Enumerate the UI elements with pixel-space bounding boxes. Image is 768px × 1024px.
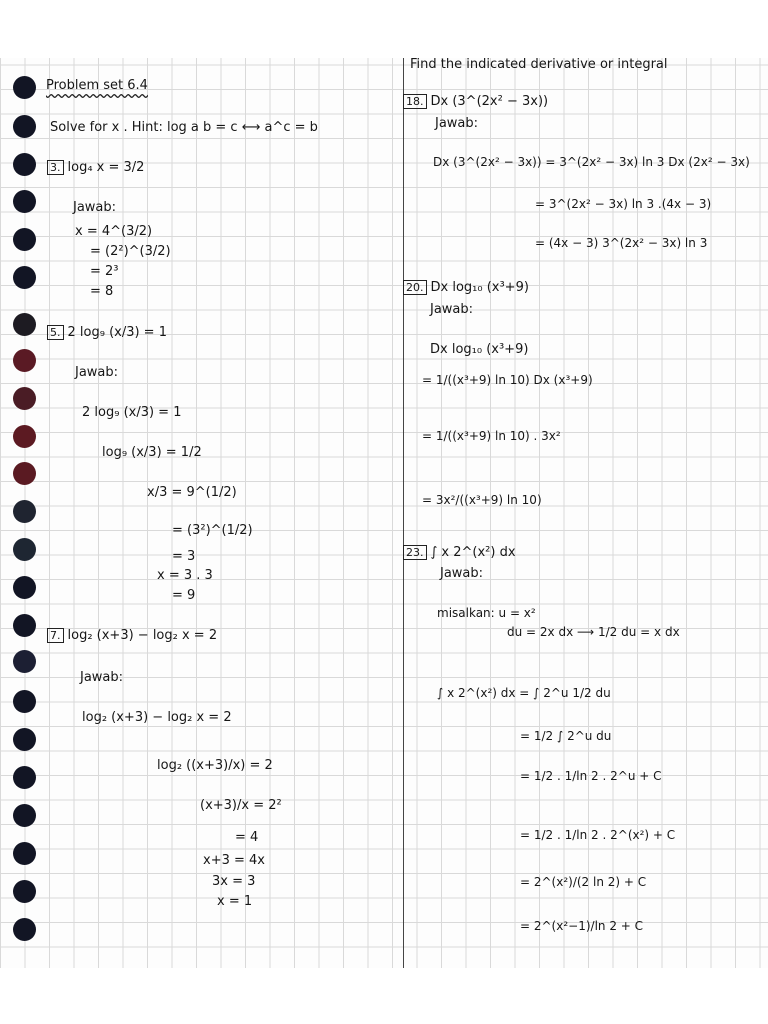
question-text: log₄ x = 3/2: [67, 160, 145, 175]
step-line: = (4x − 3) 3^(2x² − 3x) ln 3: [535, 236, 708, 250]
step-line: = 1/2 . 1/ln 2 . 2^u + C: [520, 769, 662, 783]
problem-5-question: [47, 325, 167, 341]
step-line: = 4: [235, 830, 259, 845]
binder-hole: [13, 190, 36, 213]
question-text: Dx log₁₀ (x³+9): [430, 280, 529, 295]
binder-hole: [13, 880, 36, 903]
step-line: 2 log₉ (x/3) = 1: [82, 405, 182, 420]
answer-label: Jawab:: [435, 116, 479, 131]
binder-hole: [13, 387, 36, 410]
page-top-margin: [0, 40, 768, 58]
step-line: = 1/((x³+9) ln 10) . 3x²: [422, 429, 561, 443]
substitution-line: du = 2x dx ⟶ 1/2 du = x dx: [507, 625, 680, 639]
binder-hole: [13, 153, 36, 176]
answer-label: Jawab:: [73, 200, 117, 215]
problem-7-question: [47, 628, 217, 644]
question-text: ∫ x 2^(x²) dx: [430, 545, 516, 560]
problem-3-question: [47, 160, 144, 176]
step-line: 3x = 3: [212, 874, 256, 889]
step-line: Dx log₁₀ (x³+9): [430, 342, 529, 357]
step-line: = 3^(2x² − 3x) ln 3 .(4x − 3): [535, 197, 712, 211]
right-instruction: Find the indicated derivative or integral: [410, 57, 668, 72]
binder-hole: [13, 500, 36, 523]
question-text: Dx (3^(2x² − 3x)): [430, 94, 549, 109]
binder-hole: [13, 228, 36, 251]
step-line: log₂ (x+3) − log₂ x = 2: [82, 710, 232, 725]
problem-number: 5.: [47, 325, 64, 340]
column-divider: [403, 58, 404, 968]
answer-label: Jawab:: [430, 302, 474, 317]
page-bottom-margin: [0, 968, 768, 1024]
binder-hole: [13, 728, 36, 751]
step-line: = 2^(x²−1)/ln 2 + C: [520, 919, 644, 933]
problem-number: 3.: [47, 160, 64, 175]
problem-number: 20.: [403, 280, 427, 295]
problem-number: 7.: [47, 628, 64, 643]
binder-hole: [13, 804, 36, 827]
binder-hole: [13, 650, 36, 673]
binder-hole: [13, 462, 36, 485]
problem-23-question: [403, 545, 516, 561]
binder-hole: [13, 425, 36, 448]
step-line: x = 4^(3/2): [75, 224, 153, 239]
problem-18-question: [403, 94, 548, 110]
binder-hole: [13, 918, 36, 941]
step-line: = 2³: [90, 264, 119, 279]
problem-number: 23.: [403, 545, 427, 560]
step-line: = 1/((x³+9) ln 10) Dx (x³+9): [422, 373, 593, 387]
binder-hole: [13, 576, 36, 599]
problem-number: 18.: [403, 94, 427, 109]
binder-hole: [13, 690, 36, 713]
question-text: 2 log₉ (x/3) = 1: [67, 325, 167, 340]
step-line: log₉ (x/3) = 1/2: [102, 445, 202, 460]
step-line: x+3 = 4x: [203, 853, 265, 868]
binder-hole: [13, 313, 36, 336]
step-line: = 2^(x²)/(2 ln 2) + C: [520, 875, 647, 889]
binder-hole: [13, 115, 36, 138]
step-line: = 3: [172, 549, 196, 564]
problem-20-question: [403, 280, 529, 296]
step-line: x/3 = 9^(1/2): [147, 485, 237, 500]
substitution-line: misalkan: u = x²: [437, 606, 536, 620]
answer-label: Jawab:: [440, 566, 484, 581]
step-line: = (3²)^(1/2): [172, 523, 253, 538]
step-line: (x+3)/x = 2²: [200, 798, 282, 813]
step-line: = (2²)^(3/2): [90, 244, 171, 259]
step-line: = 8: [90, 284, 114, 299]
step-line: Dx (3^(2x² − 3x)) = 3^(2x² − 3x) ln 3 Dx (2x² − 3x): [433, 155, 750, 169]
answer-label: Jawab:: [80, 670, 124, 685]
step-line: x = 1: [217, 894, 253, 909]
step-line: = 3x²/((x³+9) ln 10): [422, 493, 542, 507]
step-line: x = 3 . 3: [157, 568, 213, 583]
binder-hole: [13, 76, 36, 99]
binder-hole: [13, 349, 36, 372]
step-line: ∫ x 2^(x²) dx = ∫ 2^u 1/2 du: [437, 686, 611, 700]
binder-hole: [13, 614, 36, 637]
solve-instruction: Solve for x . Hint: log a b = c ⟷ a^c = b: [50, 120, 318, 135]
problem-set-title: Problem set 6.4: [46, 78, 148, 93]
answer-label: Jawab:: [75, 365, 119, 380]
step-line: log₂ ((x+3)/x) = 2: [157, 758, 273, 773]
step-line: = 1/2 ∫ 2^u du: [520, 729, 612, 743]
binder-hole: [13, 538, 36, 561]
binder-hole: [13, 266, 36, 289]
binder-hole: [13, 842, 36, 865]
step-line: = 9: [172, 588, 196, 603]
binder-hole: [13, 766, 36, 789]
step-line: = 1/2 . 1/ln 2 . 2^(x²) + C: [520, 828, 676, 842]
question-text: log₂ (x+3) − log₂ x = 2: [67, 628, 218, 643]
